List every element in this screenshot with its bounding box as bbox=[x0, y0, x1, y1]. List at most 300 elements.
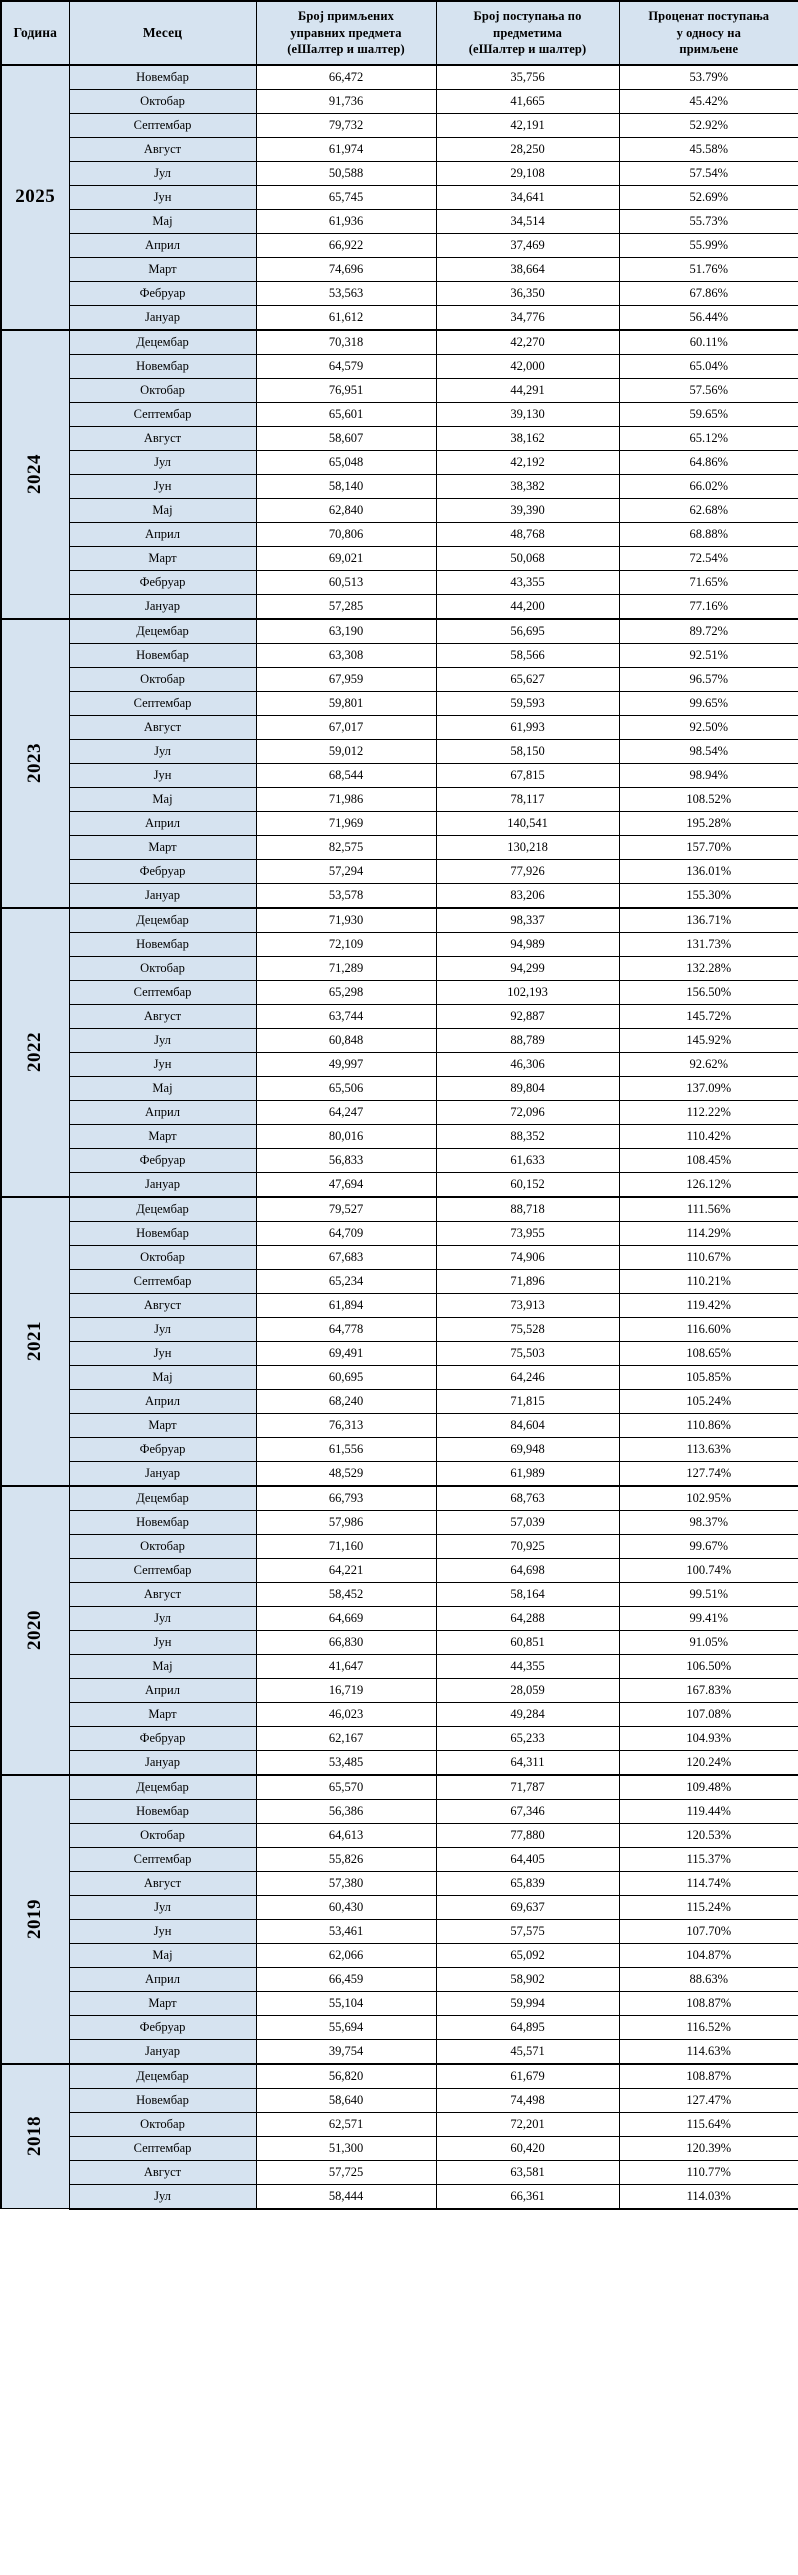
table-row bbox=[1, 1341, 798, 1365]
table-row bbox=[1, 715, 798, 739]
processed-count-cell: 37,469 bbox=[436, 233, 619, 257]
percent-cell: 116.60% bbox=[619, 1317, 798, 1341]
received-count-cell: 56,833 bbox=[256, 1148, 436, 1172]
table-row bbox=[1, 908, 798, 933]
month-cell: Август bbox=[69, 1871, 256, 1895]
processed-count-cell: 29,108 bbox=[436, 161, 619, 185]
table-row bbox=[1, 1245, 798, 1269]
table-row bbox=[1, 1847, 798, 1871]
received-count-cell: 53,563 bbox=[256, 281, 436, 305]
processed-count-cell: 64,246 bbox=[436, 1365, 619, 1389]
received-count-cell: 39,754 bbox=[256, 2039, 436, 2064]
year-label: 2019 bbox=[24, 1899, 46, 1939]
processed-count-cell: 83,206 bbox=[436, 883, 619, 908]
table-row bbox=[1, 1413, 798, 1437]
year-label: 2024 bbox=[24, 454, 46, 494]
received-count-cell: 58,607 bbox=[256, 426, 436, 450]
percent-cell: 55.73% bbox=[619, 209, 798, 233]
table-row bbox=[1, 1967, 798, 1991]
table-row bbox=[1, 1028, 798, 1052]
processed-count-cell: 74,498 bbox=[436, 2088, 619, 2112]
received-count-cell: 67,959 bbox=[256, 667, 436, 691]
table-row bbox=[1, 1991, 798, 2015]
percent-cell: 110.42% bbox=[619, 1124, 798, 1148]
percent-cell: 57.56% bbox=[619, 378, 798, 402]
table-row bbox=[1, 137, 798, 161]
month-cell: Јануар bbox=[69, 594, 256, 619]
processed-count-cell: 64,288 bbox=[436, 1606, 619, 1630]
percent-cell: 65.04% bbox=[619, 354, 798, 378]
month-cell: Јун bbox=[69, 185, 256, 209]
percent-cell: 56.44% bbox=[619, 305, 798, 330]
month-cell: Јул bbox=[69, 1028, 256, 1052]
table-row bbox=[1, 281, 798, 305]
percent-cell: 167.83% bbox=[619, 1678, 798, 1702]
percent-cell: 110.77% bbox=[619, 2160, 798, 2184]
percent-cell: 131.73% bbox=[619, 932, 798, 956]
percent-cell: 115.64% bbox=[619, 2112, 798, 2136]
column-header-received bbox=[256, 1, 436, 65]
month-cell: Март bbox=[69, 1991, 256, 2015]
month-cell: Октобар bbox=[69, 2112, 256, 2136]
table-row bbox=[1, 619, 798, 644]
percent-cell: 120.24% bbox=[619, 1750, 798, 1775]
header-line-3: (еШалтер и шалтер) bbox=[468, 42, 587, 56]
received-count-cell: 79,527 bbox=[256, 1197, 436, 1222]
percent-cell: 52.92% bbox=[619, 113, 798, 137]
received-count-cell: 57,285 bbox=[256, 594, 436, 619]
table-row bbox=[1, 1004, 798, 1028]
received-count-cell: 61,894 bbox=[256, 1293, 436, 1317]
month-cell: Март bbox=[69, 546, 256, 570]
received-count-cell: 57,294 bbox=[256, 859, 436, 883]
received-count-cell: 71,986 bbox=[256, 787, 436, 811]
table-row bbox=[1, 2064, 798, 2089]
percent-cell: 72.54% bbox=[619, 546, 798, 570]
received-count-cell: 53,578 bbox=[256, 883, 436, 908]
processed-count-cell: 92,887 bbox=[436, 1004, 619, 1028]
table-row bbox=[1, 1871, 798, 1895]
received-count-cell: 71,930 bbox=[256, 908, 436, 933]
processed-count-cell: 38,664 bbox=[436, 257, 619, 281]
processed-count-cell: 88,352 bbox=[436, 1124, 619, 1148]
received-count-cell: 60,695 bbox=[256, 1365, 436, 1389]
percent-cell: 64.86% bbox=[619, 450, 798, 474]
month-cell: Јануар bbox=[69, 1461, 256, 1486]
percent-cell: 115.24% bbox=[619, 1895, 798, 1919]
table-row bbox=[1, 89, 798, 113]
month-cell: Фебруар bbox=[69, 2015, 256, 2039]
year-label: 2025 bbox=[15, 186, 56, 207]
month-cell: Фебруар bbox=[69, 1726, 256, 1750]
table-row bbox=[1, 1823, 798, 1847]
percent-cell: 108.87% bbox=[619, 2064, 798, 2089]
table-row bbox=[1, 65, 798, 90]
percent-cell: 104.87% bbox=[619, 1943, 798, 1967]
table-row bbox=[1, 811, 798, 835]
table-row bbox=[1, 643, 798, 667]
table-row bbox=[1, 2112, 798, 2136]
month-cell: Октобар bbox=[69, 667, 256, 691]
header-line-2: управних предмета bbox=[290, 25, 402, 40]
percent-cell: 98.94% bbox=[619, 763, 798, 787]
received-count-cell: 55,826 bbox=[256, 1847, 436, 1871]
processed-count-cell: 71,896 bbox=[436, 1269, 619, 1293]
table-row bbox=[1, 2015, 798, 2039]
month-cell: Септембар bbox=[69, 1558, 256, 1582]
received-count-cell: 59,012 bbox=[256, 739, 436, 763]
received-count-cell: 48,529 bbox=[256, 1461, 436, 1486]
table-body bbox=[1, 65, 798, 2209]
month-cell: Новембар bbox=[69, 1221, 256, 1245]
percent-cell: 102.95% bbox=[619, 1486, 798, 1511]
processed-count-cell: 74,906 bbox=[436, 1245, 619, 1269]
table-row bbox=[1, 1293, 798, 1317]
processed-count-cell: 64,698 bbox=[436, 1558, 619, 1582]
percent-cell: 120.53% bbox=[619, 1823, 798, 1847]
percent-cell: 114.03% bbox=[619, 2184, 798, 2209]
table-row bbox=[1, 739, 798, 763]
month-cell: Јун bbox=[69, 1341, 256, 1365]
table-row bbox=[1, 1076, 798, 1100]
percent-cell: 99.41% bbox=[619, 1606, 798, 1630]
year-label: 2020 bbox=[24, 1610, 46, 1650]
percent-cell: 110.86% bbox=[619, 1413, 798, 1437]
year-label: 2021 bbox=[24, 1321, 46, 1361]
month-cell: Октобар bbox=[69, 1245, 256, 1269]
received-count-cell: 64,247 bbox=[256, 1100, 436, 1124]
received-count-cell: 65,570 bbox=[256, 1775, 436, 1800]
processed-count-cell: 77,880 bbox=[436, 1823, 619, 1847]
percent-cell: 108.52% bbox=[619, 787, 798, 811]
table-row bbox=[1, 1317, 798, 1341]
processed-count-cell: 58,164 bbox=[436, 1582, 619, 1606]
table-row bbox=[1, 1726, 798, 1750]
percent-cell: 100.74% bbox=[619, 1558, 798, 1582]
column-header-month: Месец bbox=[69, 1, 256, 65]
table-row bbox=[1, 1365, 798, 1389]
month-cell: Август bbox=[69, 426, 256, 450]
received-count-cell: 65,745 bbox=[256, 185, 436, 209]
year-cell bbox=[1, 1486, 69, 1775]
received-count-cell: 61,974 bbox=[256, 137, 436, 161]
month-cell: Април bbox=[69, 1967, 256, 1991]
month-cell: Јануар bbox=[69, 1750, 256, 1775]
table-row bbox=[1, 2088, 798, 2112]
percent-cell: 116.52% bbox=[619, 2015, 798, 2039]
processed-count-cell: 70,925 bbox=[436, 1534, 619, 1558]
table-row bbox=[1, 1654, 798, 1678]
received-count-cell: 55,694 bbox=[256, 2015, 436, 2039]
percent-cell: 127.74% bbox=[619, 1461, 798, 1486]
processed-count-cell: 57,575 bbox=[436, 1919, 619, 1943]
received-count-cell: 70,318 bbox=[256, 330, 436, 355]
table-row bbox=[1, 1534, 798, 1558]
table-row bbox=[1, 2184, 798, 2209]
received-count-cell: 51,300 bbox=[256, 2136, 436, 2160]
processed-count-cell: 49,284 bbox=[436, 1702, 619, 1726]
percent-cell: 127.47% bbox=[619, 2088, 798, 2112]
table-row bbox=[1, 1943, 798, 1967]
table-row bbox=[1, 1221, 798, 1245]
percent-cell: 99.51% bbox=[619, 1582, 798, 1606]
processed-count-cell: 75,528 bbox=[436, 1317, 619, 1341]
processed-count-cell: 48,768 bbox=[436, 522, 619, 546]
percent-cell: 114.63% bbox=[619, 2039, 798, 2064]
percent-cell: 136.71% bbox=[619, 908, 798, 933]
table-row bbox=[1, 932, 798, 956]
percent-cell: 57.54% bbox=[619, 161, 798, 185]
table-row bbox=[1, 1919, 798, 1943]
processed-count-cell: 34,641 bbox=[436, 185, 619, 209]
percent-cell: 107.08% bbox=[619, 1702, 798, 1726]
received-count-cell: 58,640 bbox=[256, 2088, 436, 2112]
percent-cell: 52.69% bbox=[619, 185, 798, 209]
received-count-cell: 65,506 bbox=[256, 1076, 436, 1100]
processed-count-cell: 50,068 bbox=[436, 546, 619, 570]
month-cell: Децембар bbox=[69, 330, 256, 355]
processed-count-cell: 75,503 bbox=[436, 1341, 619, 1365]
table-row bbox=[1, 1895, 798, 1919]
table-row bbox=[1, 546, 798, 570]
month-cell: Јун bbox=[69, 1052, 256, 1076]
percent-cell: 107.70% bbox=[619, 1919, 798, 1943]
processed-count-cell: 42,000 bbox=[436, 354, 619, 378]
percent-cell: 55.99% bbox=[619, 233, 798, 257]
processed-count-cell: 64,895 bbox=[436, 2015, 619, 2039]
table-row bbox=[1, 113, 798, 137]
processed-count-cell: 72,201 bbox=[436, 2112, 619, 2136]
month-cell: Септембар bbox=[69, 2136, 256, 2160]
month-cell: Јануар bbox=[69, 1172, 256, 1197]
month-cell: Април bbox=[69, 811, 256, 835]
processed-count-cell: 84,604 bbox=[436, 1413, 619, 1437]
percent-cell: 108.65% bbox=[619, 1341, 798, 1365]
table-row bbox=[1, 498, 798, 522]
table-row bbox=[1, 1461, 798, 1486]
table-row bbox=[1, 1510, 798, 1534]
column-header-percent bbox=[619, 1, 798, 65]
percent-cell: 126.12% bbox=[619, 1172, 798, 1197]
month-cell: Децембар bbox=[69, 1775, 256, 1800]
received-count-cell: 16,719 bbox=[256, 1678, 436, 1702]
table-row bbox=[1, 354, 798, 378]
percent-cell: 99.65% bbox=[619, 691, 798, 715]
received-count-cell: 64,579 bbox=[256, 354, 436, 378]
percent-cell: 156.50% bbox=[619, 980, 798, 1004]
table-row bbox=[1, 1269, 798, 1293]
received-count-cell: 56,820 bbox=[256, 2064, 436, 2089]
percent-cell: 53.79% bbox=[619, 65, 798, 90]
received-count-cell: 71,160 bbox=[256, 1534, 436, 1558]
table-row bbox=[1, 1582, 798, 1606]
processed-count-cell: 65,233 bbox=[436, 1726, 619, 1750]
month-cell: Децембар bbox=[69, 2064, 256, 2089]
table-row bbox=[1, 570, 798, 594]
processed-count-cell: 60,851 bbox=[436, 1630, 619, 1654]
processed-count-cell: 42,192 bbox=[436, 450, 619, 474]
processed-count-cell: 130,218 bbox=[436, 835, 619, 859]
received-count-cell: 61,936 bbox=[256, 209, 436, 233]
month-cell: Јануар bbox=[69, 305, 256, 330]
received-count-cell: 66,830 bbox=[256, 1630, 436, 1654]
received-count-cell: 60,848 bbox=[256, 1028, 436, 1052]
year-label: 2023 bbox=[24, 743, 46, 783]
received-count-cell: 61,556 bbox=[256, 1437, 436, 1461]
month-cell: Новембар bbox=[69, 932, 256, 956]
percent-cell: 110.67% bbox=[619, 1245, 798, 1269]
processed-count-cell: 89,804 bbox=[436, 1076, 619, 1100]
month-cell: Октобар bbox=[69, 378, 256, 402]
table-row bbox=[1, 474, 798, 498]
received-count-cell: 66,793 bbox=[256, 1486, 436, 1511]
month-cell: Мај bbox=[69, 787, 256, 811]
month-cell: Август bbox=[69, 715, 256, 739]
processed-count-cell: 44,355 bbox=[436, 1654, 619, 1678]
table-row bbox=[1, 1100, 798, 1124]
processed-count-cell: 60,152 bbox=[436, 1172, 619, 1197]
table-row bbox=[1, 1799, 798, 1823]
processed-count-cell: 61,989 bbox=[436, 1461, 619, 1486]
percent-cell: 104.93% bbox=[619, 1726, 798, 1750]
received-count-cell: 66,459 bbox=[256, 1967, 436, 1991]
processed-count-cell: 39,130 bbox=[436, 402, 619, 426]
month-cell: Март bbox=[69, 1124, 256, 1148]
processed-count-cell: 72,096 bbox=[436, 1100, 619, 1124]
table-row bbox=[1, 859, 798, 883]
percent-cell: 157.70% bbox=[619, 835, 798, 859]
table-row bbox=[1, 2039, 798, 2064]
year-cell bbox=[1, 2064, 69, 2209]
received-count-cell: 57,725 bbox=[256, 2160, 436, 2184]
month-cell: Септембар bbox=[69, 1269, 256, 1293]
month-cell: Децембар bbox=[69, 619, 256, 644]
percent-cell: 59.65% bbox=[619, 402, 798, 426]
processed-count-cell: 88,789 bbox=[436, 1028, 619, 1052]
percent-cell: 119.44% bbox=[619, 1799, 798, 1823]
table-row bbox=[1, 450, 798, 474]
month-cell: Октобар bbox=[69, 1534, 256, 1558]
year-cell bbox=[1, 330, 69, 619]
processed-count-cell: 65,839 bbox=[436, 1871, 619, 1895]
month-cell: Мај bbox=[69, 1654, 256, 1678]
processed-count-cell: 94,299 bbox=[436, 956, 619, 980]
header-line-1: Проценат поступања bbox=[648, 9, 770, 23]
month-cell: Мај bbox=[69, 1365, 256, 1389]
table-row bbox=[1, 2136, 798, 2160]
processed-count-cell: 46,306 bbox=[436, 1052, 619, 1076]
received-count-cell: 68,544 bbox=[256, 763, 436, 787]
received-count-cell: 49,997 bbox=[256, 1052, 436, 1076]
table-row bbox=[1, 330, 798, 355]
month-cell: Фебруар bbox=[69, 281, 256, 305]
received-count-cell: 65,601 bbox=[256, 402, 436, 426]
received-count-cell: 56,386 bbox=[256, 1799, 436, 1823]
percent-cell: 88.63% bbox=[619, 1967, 798, 1991]
month-cell: Април bbox=[69, 1100, 256, 1124]
table-row bbox=[1, 883, 798, 908]
received-count-cell: 65,234 bbox=[256, 1269, 436, 1293]
received-count-cell: 66,472 bbox=[256, 65, 436, 90]
percent-cell: 67.86% bbox=[619, 281, 798, 305]
processed-count-cell: 42,270 bbox=[436, 330, 619, 355]
month-cell: Септембар bbox=[69, 691, 256, 715]
month-cell: Април bbox=[69, 522, 256, 546]
processed-count-cell: 68,763 bbox=[436, 1486, 619, 1511]
month-cell: Децембар bbox=[69, 1197, 256, 1222]
processed-count-cell: 71,815 bbox=[436, 1389, 619, 1413]
month-cell: Октобар bbox=[69, 956, 256, 980]
percent-cell: 120.39% bbox=[619, 2136, 798, 2160]
received-count-cell: 67,683 bbox=[256, 1245, 436, 1269]
table-row bbox=[1, 1052, 798, 1076]
processed-count-cell: 38,382 bbox=[436, 474, 619, 498]
received-count-cell: 63,744 bbox=[256, 1004, 436, 1028]
received-count-cell: 55,104 bbox=[256, 1991, 436, 2015]
percent-cell: 106.50% bbox=[619, 1654, 798, 1678]
received-count-cell: 71,289 bbox=[256, 956, 436, 980]
percent-cell: 109.48% bbox=[619, 1775, 798, 1800]
percent-cell: 60.11% bbox=[619, 330, 798, 355]
processed-count-cell: 42,191 bbox=[436, 113, 619, 137]
processed-count-cell: 38,162 bbox=[436, 426, 619, 450]
received-count-cell: 65,298 bbox=[256, 980, 436, 1004]
percent-cell: 132.28% bbox=[619, 956, 798, 980]
percent-cell: 45.58% bbox=[619, 137, 798, 161]
processed-count-cell: 64,405 bbox=[436, 1847, 619, 1871]
processed-count-cell: 67,815 bbox=[436, 763, 619, 787]
processed-count-cell: 28,059 bbox=[436, 1678, 619, 1702]
year-cell bbox=[1, 908, 69, 1197]
received-count-cell: 91,736 bbox=[256, 89, 436, 113]
percent-cell: 114.74% bbox=[619, 1871, 798, 1895]
month-cell: Новембар bbox=[69, 1799, 256, 1823]
processed-count-cell: 59,994 bbox=[436, 1991, 619, 2015]
received-count-cell: 58,140 bbox=[256, 474, 436, 498]
received-count-cell: 64,669 bbox=[256, 1606, 436, 1630]
received-count-cell: 76,313 bbox=[256, 1413, 436, 1437]
month-cell: Мај bbox=[69, 498, 256, 522]
percent-cell: 77.16% bbox=[619, 594, 798, 619]
processed-count-cell: 58,150 bbox=[436, 739, 619, 763]
month-cell: Мај bbox=[69, 209, 256, 233]
received-count-cell: 79,732 bbox=[256, 113, 436, 137]
table-header bbox=[1, 1, 798, 65]
percent-cell: 65.12% bbox=[619, 426, 798, 450]
month-cell: Јул bbox=[69, 1317, 256, 1341]
processed-count-cell: 69,948 bbox=[436, 1437, 619, 1461]
table-row bbox=[1, 594, 798, 619]
processed-count-cell: 66,361 bbox=[436, 2184, 619, 2209]
month-cell: Март bbox=[69, 1413, 256, 1437]
received-count-cell: 64,709 bbox=[256, 1221, 436, 1245]
processed-count-cell: 69,637 bbox=[436, 1895, 619, 1919]
percent-cell: 92.51% bbox=[619, 643, 798, 667]
received-count-cell: 62,840 bbox=[256, 498, 436, 522]
table-row bbox=[1, 1389, 798, 1413]
month-cell: Август bbox=[69, 1004, 256, 1028]
month-cell: Април bbox=[69, 1678, 256, 1702]
table-row bbox=[1, 378, 798, 402]
header-line-2: предметима bbox=[493, 25, 562, 40]
percent-cell: 99.67% bbox=[619, 1534, 798, 1558]
received-count-cell: 66,922 bbox=[256, 233, 436, 257]
table-row bbox=[1, 1124, 798, 1148]
received-count-cell: 47,694 bbox=[256, 1172, 436, 1197]
table-row bbox=[1, 1750, 798, 1775]
month-cell: Октобар bbox=[69, 89, 256, 113]
header-row bbox=[1, 1, 798, 65]
